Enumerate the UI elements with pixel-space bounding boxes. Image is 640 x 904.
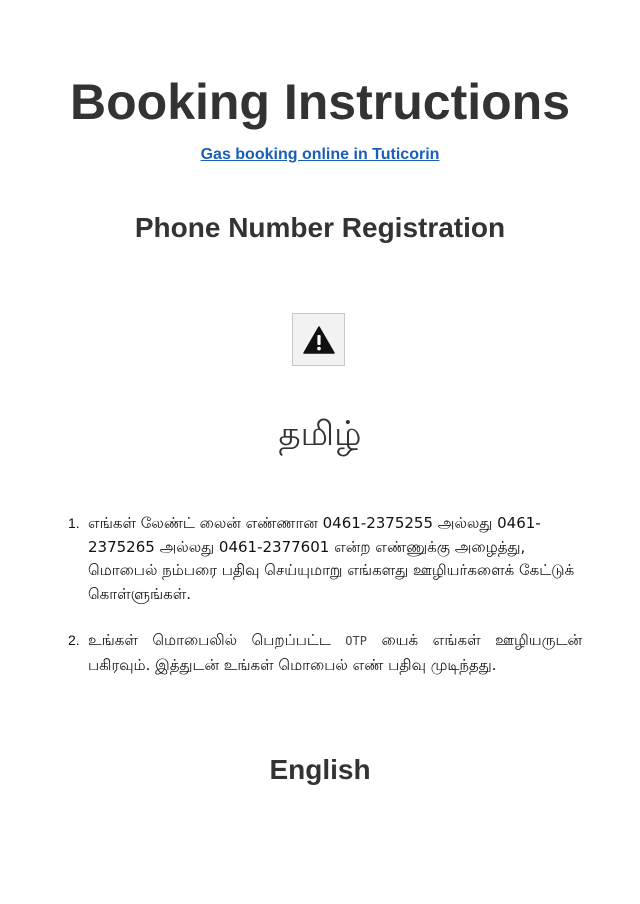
step-number: 1. [68, 515, 80, 531]
otp-code-text: OTP [345, 634, 367, 648]
tamil-steps-list [0, 512, 640, 677]
warning-box [292, 313, 345, 366]
step-text [88, 629, 582, 677]
gas-booking-link-container [0, 145, 640, 165]
english-heading: English [269, 754, 371, 785]
list-item [0, 512, 640, 606]
warning-triangle-icon [303, 326, 335, 354]
gas-booking-link[interactable]: Gas booking online in Tuticorin [200, 146, 440, 163]
step-text: எங்கள் லேண்ட் லைன் எண்ணான 0461-2375255 அல்லது 0461-2375265 அல்லது 0461-2377601 என்ற எண்ணுக்கு அழைத்து, மொபைல் நம்பரை பதிவு செய்யுமாறு எங்களது ஊழியர்களைக் கேட்டுக் கொள்ளுங்கள். [88, 514, 575, 603]
step-number: 2. [68, 632, 80, 648]
step-text-after-otp: யைக் எங்கள் ஊழியருடன் பகிரவும். இத்துடன் உங்கள் மொபைல் எண் பதிவு முடிந்தது. [88, 631, 582, 674]
page-title: Booking Instructions [70, 74, 570, 130]
list-item [0, 629, 640, 677]
step-text-before-otp: உங்கள் மொபைலில் பெறப்பட்ட [88, 631, 346, 649]
section-heading: Phone Number Registration [134, 212, 506, 243]
tamil-heading: தமிழ் [278, 414, 362, 454]
